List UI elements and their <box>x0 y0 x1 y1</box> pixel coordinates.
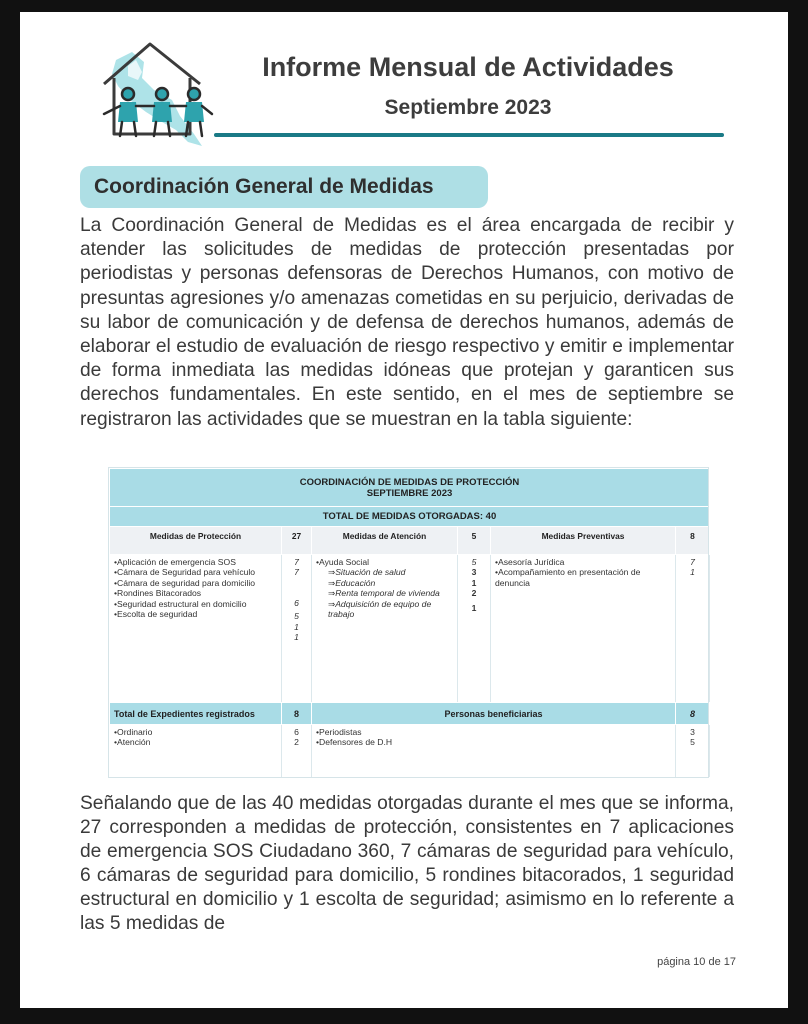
count-value: 7 <box>294 557 299 567</box>
list-item: • Cámara de Seguridad para vehículo <box>114 567 277 577</box>
report-title: Informe Mensual de Actividades <box>262 52 674 82</box>
preventivas-counts-cell <box>676 555 710 703</box>
count-value: 1 <box>294 621 299 632</box>
count-value: 1 <box>471 602 477 613</box>
count-value: 3 <box>471 567 477 578</box>
list-item: •Asesoría Jurídica <box>495 557 565 567</box>
col-header-preventivas: Medidas Preventivas <box>491 527 676 555</box>
beneficiarias-counts-cell <box>676 725 710 778</box>
count-value: 1 <box>471 577 477 588</box>
atencion-items-cell <box>312 555 458 703</box>
beneficiarias-total: 8 <box>676 703 710 725</box>
list-item: • Periodistas <box>316 727 671 737</box>
count-value: 1 <box>294 632 299 643</box>
table-title-line2: SEPTIEMBRE 2023 <box>366 487 453 499</box>
closing-paragraph: Señalando que de las 40 medidas otorgadas durante el mes que se informa, 27 corresponden a medidas de protección, consistentes en 7 aplicaciones de emergencia SOS Ciudadano 360, 7 cámaras de seguridad para vehículo, 6 cámaras de seguridad para domicilio, 5 rondines bitacorados, 1 seguridad estructural en domicilio y 1 escolta de seguridad; asimismo en lo referente a las 5 medidas de <box>80 793 734 934</box>
intro-paragraph: La Coordinación General de Medidas es el área encargada de recibir y atender las solicitudes de medidas de protección presentadas por periodistas y personas defensoras de Derechos Humanos, con motivo de presuntas agresiones y/o amenazas cometidas en su perjuicio, derivadas de su labor de comunicación y de defensa de derechos humanos, además de elaborar el estudio de evaluación de riesgo respectivo y emitir e implementar de forma inmediata las medidas idóneas que protejan y garanticen sus derechos fundamentales. En este sentido, en el mes de septiembre se registraron las actividades que se muestran en la tabla siguiente: <box>80 215 734 430</box>
list-item: • Atención <box>114 737 277 747</box>
report-subtitle: Septiembre 2023 <box>384 96 552 119</box>
count-value: 7 <box>690 557 695 567</box>
col-total-atencion: 5 <box>458 527 491 555</box>
list-item: ⇒ Educación <box>316 578 453 588</box>
proteccion-items-cell <box>110 555 282 703</box>
expedientes-counts-cell <box>282 725 312 778</box>
house-family-map-logo <box>84 38 214 148</box>
document-page <box>20 12 788 1008</box>
section-heading: Coordinación General de Medidas <box>80 166 488 208</box>
list-item: • Ayuda Social <box>316 557 453 567</box>
list-item: •Acompañamiento en presentación de denuncia <box>495 567 641 588</box>
list-item: ⇒ Situación de salud <box>316 567 453 577</box>
list-item: • Escolta de seguridad <box>114 609 277 619</box>
page-number: página 10 de 17 <box>657 956 736 968</box>
total-measures-label: TOTAL DE MEDIDAS OTORGADAS: 40 <box>110 507 710 527</box>
count-value: 1 <box>690 567 695 578</box>
count-value: 2 <box>294 737 299 748</box>
count-value: 5 <box>690 737 695 748</box>
list-item: • Defensores de D.H <box>316 737 671 747</box>
col-total-preventivas: 8 <box>676 527 710 555</box>
proteccion-counts-cell <box>282 555 312 703</box>
beneficiarias-items-cell <box>312 725 676 778</box>
header-rule <box>214 133 724 137</box>
atencion-counts-cell <box>458 555 491 703</box>
expedientes-total: 8 <box>282 703 312 725</box>
list-item: • Ordinario <box>114 727 277 737</box>
count-value: 5 <box>294 611 299 622</box>
table-title <box>110 469 710 507</box>
preventivas-items-cell <box>491 555 676 703</box>
list-item: • Aplicación de emergencia SOS <box>114 557 277 567</box>
expedientes-items-cell <box>110 725 282 778</box>
beneficiarias-label: Personas beneficiarias <box>312 703 676 725</box>
measures-table <box>109 468 710 778</box>
list-item: • Cámara de seguridad para domicilio <box>114 578 277 588</box>
count-value: 7 <box>294 567 299 578</box>
list-item: ⇒ Adquisición de equipo de trabajo <box>316 599 453 620</box>
col-total-proteccion: 27 <box>282 527 312 555</box>
count-value: 5 <box>471 557 477 567</box>
expedientes-label: Total de Expedientes registrados <box>110 703 282 725</box>
count-value: 2 <box>471 588 477 599</box>
list-item: • Seguridad estructural en domicilio <box>114 599 277 609</box>
list-item: ⇒ Renta temporal de vivienda <box>316 588 453 598</box>
count-value: 6 <box>294 727 299 737</box>
table-title-line1: COORDINACIÓN DE MEDIDAS DE PROTECCIÓN <box>299 476 520 488</box>
col-header-atencion: Medidas de Atención <box>312 527 458 555</box>
count-value: 6 <box>294 597 299 608</box>
col-header-proteccion: Medidas de Protección <box>110 527 282 555</box>
count-value: 3 <box>690 727 695 737</box>
list-item: • Rondines Bitacorados <box>114 588 277 598</box>
